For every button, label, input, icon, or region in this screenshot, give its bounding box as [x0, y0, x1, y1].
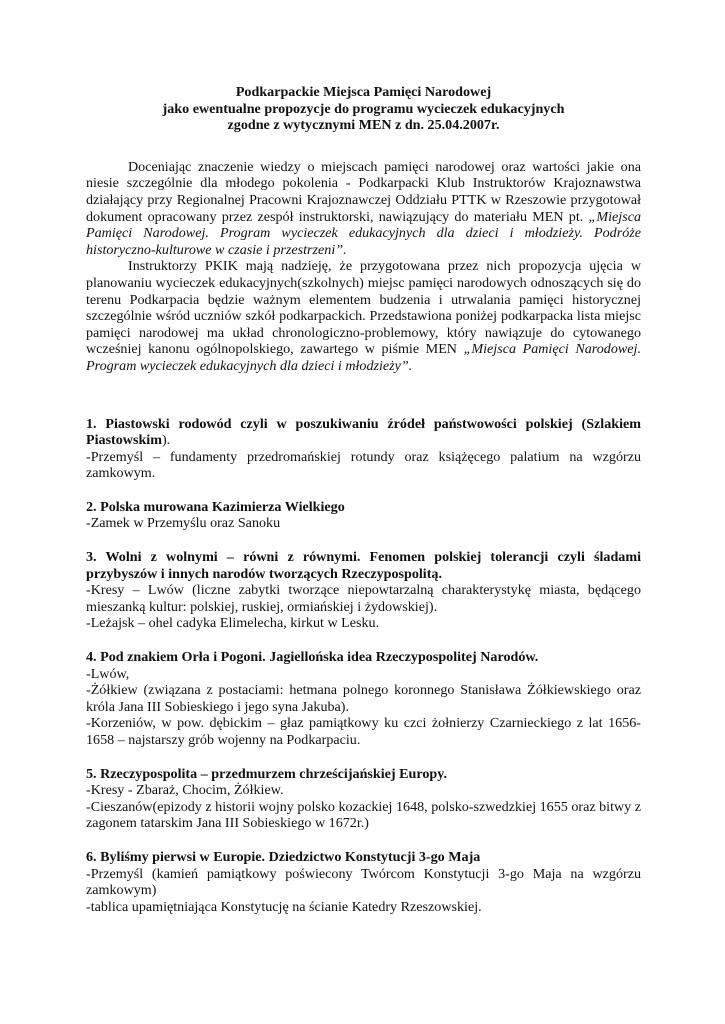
title-line-2: jako ewentualne propozycje do programu wycieczek edukacyjnych: [162, 100, 565, 117]
section-3: [86, 549, 641, 632]
section-4-item: -Żółkiew (związana z postaciami: hetmana polnego koronnego Stanisława Żółkiewskiego oraz króla Jana III Sobieskiego i jego syna Jakuba).: [86, 682, 641, 715]
intro-paragraph-1-citation: „Miejsca Pamięci Narodowej. Program wycieczek edukacyjnych dla dzieci i młodzieży. Podróże historyczno-kulturowe w czasie i przestrzeni”.: [86, 208, 641, 258]
section-5-item: -Kresy - Zbaraż, Chocim, Żółkiew.: [86, 782, 284, 799]
document-title: [86, 84, 641, 134]
section-6-title: 6. Byliśmy pierwsi w Europie. Dziedzictwo Konstytucji 3-go Maja: [86, 848, 481, 865]
section-5-title: 5. Rzeczypospolita – przedmurzem chrześcijańskiej Europy.: [86, 765, 448, 782]
section-1-title-text: 1. Piastowski rodowód czyli w poszukiwaniu źródeł państwowości polskiej (Szlakiem Piastowskim: [86, 415, 641, 449]
introduction: [86, 159, 641, 375]
section-1-item: -Przemyśl – fundamenty przedromańskiej rotundy oraz książęcego palatium na wzgórzu zamkowym.: [86, 448, 641, 482]
section-4-item: -Korzeniów, w pow. dębickim – głaz pamiątkowy ku czci żołnierzy Czarnieckiego z lat 1656-1658 – najstarszy grób wojenny na Podkarpaciu.: [86, 715, 641, 748]
section-2: [86, 499, 641, 532]
section-5: [86, 766, 641, 832]
section-3-item: -Leżajsk – ohel cadyka Elimelecha, kirkut w Lesku.: [86, 615, 380, 632]
intro-paragraph-2-text: Instruktorzy PKIK mają nadzieję, że przygotowana przez nich propozycja ujęcia w planowaniu wycieczek edukacyjnych(szkolnych) miejsc pamięci narodowych odnoszących się do terenu Podkarpacia będzie ważnym elementem budzenia i utrwalania pamięci historycznej szczególnie wśród uczniów szkół podkarpackich. Przedstawiona poniżej podkarpacka lista miejsc pamięci narodowej ma układ chronologiczno-problemowy, który nawiązuje do cytowanego wcześniej kanonu ogólnopolskiego, zawartego w piśmie MEN: [86, 258, 641, 358]
section-1-title-tail: ).: [161, 432, 171, 449]
section-spacer: [86, 375, 641, 416]
intro-paragraph-1-text: Doceniając znaczenie wiedzy o miejscach pamięci narodowej oraz wartości jakie ona niesie szczególnie dla młodego pokolenia - Podkarpacki Klub Instruktorów Krajoznawstwa działający przy Regionalnej Pracowni Krajoznawczej Oddziału PTTK w Rzeszowie przygotował dokument opracowany przez zespół instruktorski, nawiązujący do materiału MEN pt.: [86, 158, 641, 225]
section-5-item: -Cieszanów(epizody z historii wojny polsko kozackiej 1648, polsko-szwedzkiej 1655 oraz bitwy z zagonem tatarskim Jana III Sobieskiego w 1672r.): [86, 798, 642, 832]
intro-paragraph-2: [86, 258, 641, 374]
section-2-item: -Zamek w Przemyślu oraz Sanoku: [86, 515, 281, 532]
section-1-title: [86, 416, 641, 449]
section-2-title: 2. Polska murowana Kazimierza Wielkiego: [86, 498, 345, 515]
section-4-item: -Lwów,: [86, 665, 130, 682]
section-4-title: 4. Pod znakiem Orła i Pogoni. Jagiellońska idea Rzeczypospolitej Narodów.: [86, 649, 539, 666]
intro-paragraph-1: [86, 159, 641, 259]
section-1: [86, 416, 641, 482]
intro-paragraph-2-citation: „Miejsca Pamięci Narodowej. Program wycieczek edukacyjnych dla dzieci i młodzieży”.: [86, 341, 641, 374]
title-line-1: Podkarpackie Miejsca Pamięci Narodowej: [235, 84, 492, 100]
section-6-item: -tablica upamiętniająca Konstytucję na ścianie Katedry Rzeszowskiej.: [86, 898, 482, 915]
section-3-item: -Kresy – Lwów (liczne zabytki tworzące niepowtarzalną charakterystykę miasta, będącego mieszanką kultur: polskiej, ruskiej, ormiańskiej i żydowskiej).: [86, 582, 641, 615]
section-4: [86, 649, 641, 749]
section-3-title: 3. Wolni z wolnymi – równi z równymi. Fenomen polskiej tolerancji czyli śladami przybyszów i innych narodów tworzących Rzeczypospolitą.: [86, 549, 641, 582]
section-6: [86, 849, 641, 915]
title-line-3: zgodne z wytycznymi MEN z dn. 25.04.2007r.: [227, 117, 500, 134]
section-6-item: -Przemyśl (kamień pamiątkowy poświecony Twórcom Konstytucji 3-go Maja na wzgórzu zamkowym): [86, 865, 641, 899]
